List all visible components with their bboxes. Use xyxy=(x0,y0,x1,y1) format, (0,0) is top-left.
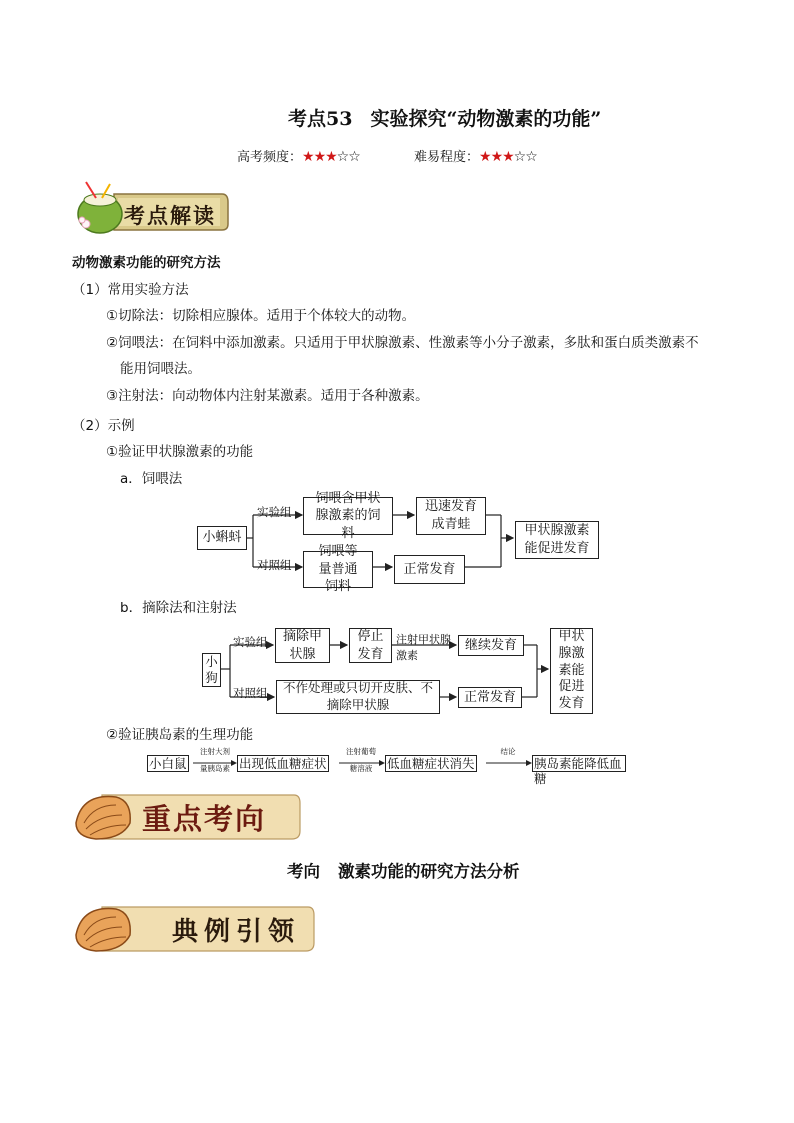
method-2-line-1: ②饲喂法：在饲料中添加激素。只适用于甲状腺激素、性激素等小分子激素，多肽和蛋白质类激素不 xyxy=(106,335,699,351)
banner-key-points-text: 考点解读 xyxy=(124,203,216,228)
box-continue-development: 继续发育 xyxy=(458,635,524,656)
topic-title: 激素功能的研究方法分析 xyxy=(338,862,520,881)
method-1: ①切除法：切除相应腺体。适用于个体较大的动物。 xyxy=(106,308,416,324)
difficulty-stars-empty: ☆☆ xyxy=(513,149,537,165)
diagram-feeding-method xyxy=(195,490,635,595)
frequency-rating xyxy=(237,146,360,165)
example-1b-heading: b．摘除法和注射法 xyxy=(120,600,237,616)
label-control-group: 对照组 xyxy=(257,558,292,572)
box-feed-thyroid-hormone: 饲喂含甲状腺激素的饲料 xyxy=(303,497,393,535)
banner-typical-examples xyxy=(72,895,316,959)
example-2-heading: ②验证胰岛素的生理功能 xyxy=(106,727,254,743)
difficulty-rating xyxy=(414,146,537,165)
box-no-treatment: 不作处理或只切开皮肤、不摘除甲状腺 xyxy=(276,680,440,714)
section-heading: 动物激素功能的研究方法 xyxy=(72,255,221,271)
diagram-insulin-flow xyxy=(146,747,626,786)
frequency-stars-filled: ★★★ xyxy=(302,149,337,165)
example-1a-heading: a．饲喂法 xyxy=(120,471,183,487)
box-insulin-lowers-glucose: 胰岛素能降低血糖 xyxy=(532,755,626,772)
method-3: ③注射法：向动物体内注射某激素。适用于各种激素。 xyxy=(106,388,429,404)
page-title xyxy=(288,104,601,131)
banner-key-directions-text: 重点考向 xyxy=(142,802,267,836)
label-inject-insulin-top: 注射大剂 xyxy=(200,747,230,756)
banner-typical-examples-text: 典例引领 xyxy=(172,917,301,947)
label-experimental-group: 实验组 xyxy=(257,505,292,519)
label-inject-glucose-top: 注射葡萄 xyxy=(346,747,376,756)
difficulty-label: 难易程度： xyxy=(414,150,480,165)
label-inject-thyroid-hormone: 注射甲状腺激素 xyxy=(396,633,451,662)
label-control-group-2: 对照组 xyxy=(233,686,268,700)
box-symptoms-disappear: 低血糖症状消失 xyxy=(387,756,475,771)
diagram-removal-injection xyxy=(200,625,595,717)
box-rapid-development: 迅速发育成青蛙 xyxy=(416,497,486,535)
title-number: 考点53 xyxy=(288,108,353,130)
box-remove-thyroid: 摘除甲状腺 xyxy=(275,628,330,663)
paragraph-1-heading: （1）常用实验方法 xyxy=(72,282,189,298)
frequency-stars-empty: ☆☆ xyxy=(336,149,360,165)
method-2-line-2: 能用饲喂法。 xyxy=(120,361,201,377)
paragraph-2-heading: （2）示例 xyxy=(72,418,135,434)
label-experimental-group-2: 实验组 xyxy=(233,635,268,649)
topic-heading xyxy=(287,858,520,882)
label-inject-glucose-bottom: 糖溶液 xyxy=(349,764,373,773)
box-feed-normal: 饲喂等量普通饲料 xyxy=(303,551,373,588)
box-stop-development: 停止发育 xyxy=(349,628,392,663)
box-conclusion-removal: 甲状腺激素能促进发育 xyxy=(550,628,593,714)
box-hypoglycemia: 出现低血糖症状 xyxy=(239,756,327,771)
example-1-heading: ①验证甲状腺激素的功能 xyxy=(106,444,254,460)
banner-key-points xyxy=(72,180,232,236)
difficulty-stars-filled: ★★★ xyxy=(479,149,514,165)
box-normal-development-2: 正常发育 xyxy=(458,687,522,708)
banner-key-directions xyxy=(72,783,302,847)
frequency-label: 高考频度： xyxy=(237,150,303,165)
topic-label: 考向 xyxy=(287,862,320,881)
box-normal-development: 正常发育 xyxy=(394,555,465,584)
title-main: 实验探究“动物激素的功能” xyxy=(370,108,602,130)
box-conclusion-feeding: 甲状腺激素能促进发育 xyxy=(515,521,599,559)
label-inject-insulin-bottom: 量胰岛素 xyxy=(200,764,230,773)
box-white-mouse: 小白鼠 xyxy=(149,756,187,771)
label-conclusion: 结论 xyxy=(500,747,516,756)
box-puppy: 小狗 xyxy=(202,653,221,687)
box-tadpole: 小蝌蚪 xyxy=(197,526,247,550)
